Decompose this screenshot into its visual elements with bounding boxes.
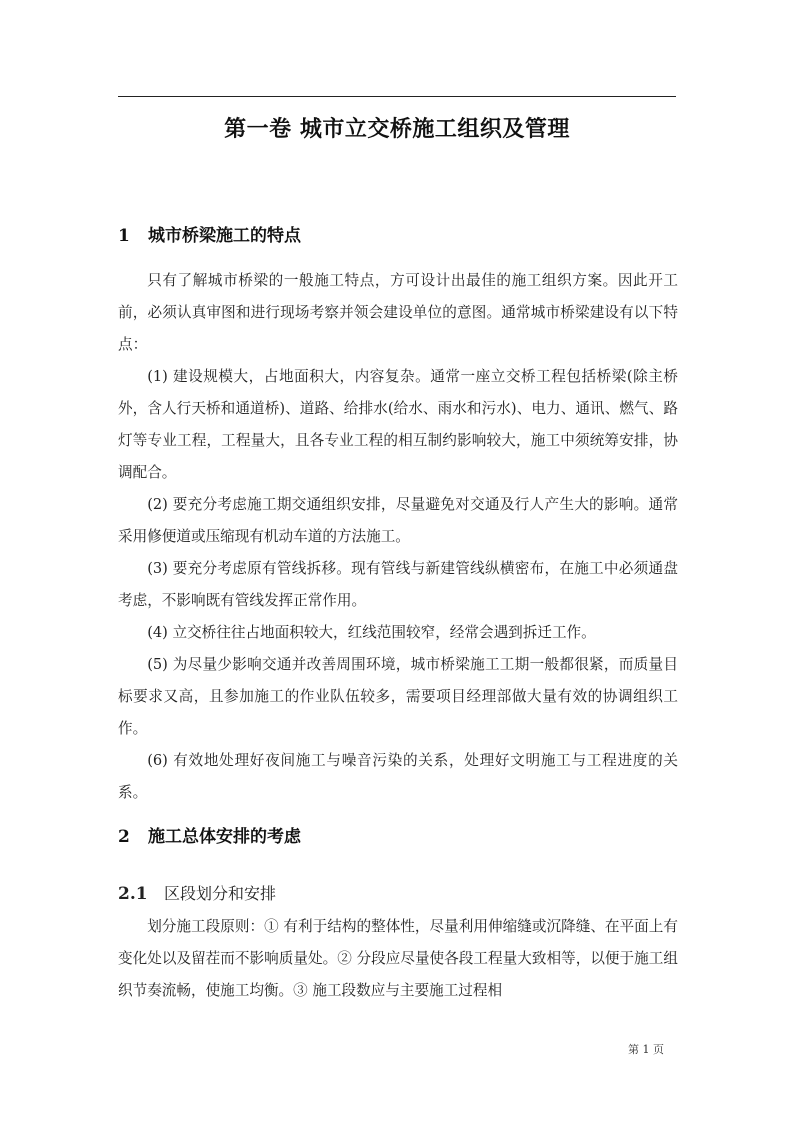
section-heading-2 bbox=[118, 822, 301, 847]
subsection-heading-2-1 bbox=[118, 881, 276, 904]
paragraph-division-principles: 划分施工段原则：① 有利于结构的整体性，尽量利用伸缩缝或沉降缝、在平面上有变化处以及留茬而不影响质量处。② 分段应尽量使各段工程量大致相等，以便于施工组织节奏流畅，使施工均衡。③ 施工段数应与主要施工过程相 bbox=[118, 918, 678, 999]
document-title: 第一卷 城市立交桥施工组织及管理 bbox=[224, 117, 570, 142]
paragraph-item-3: (3) 要充分考虑原有管线拆移。现有管线与新建管线纵横密布，在施工中必须通盘考虑，不影响既有管线发挥正常作用。 bbox=[118, 560, 678, 609]
section-1-body bbox=[118, 265, 678, 809]
section-title: 城市桥梁施工的特点 bbox=[148, 226, 301, 246]
paragraph-item-1: (1) 建设规模大，占地面积大，内容复杂。通常一座立交桥工程包括桥梁(除主桥外，含人行天桥和通道桥)、道路、给排水(给水、雨水和污水)、电力、通讯、燃气、路灯等专业工程，工程量大，且各专业工程的相互制约影响较大，施工中须统筹安排，协调配合。 bbox=[118, 368, 678, 481]
section-number: 1 bbox=[118, 226, 130, 246]
page-number: 第 1 页 bbox=[628, 1043, 664, 1056]
header-rule bbox=[118, 96, 676, 97]
subsection-title: 区段划分和安排 bbox=[164, 884, 277, 903]
paragraph-item-5: (5) 为尽量少影响交通并改善周围环境，城市桥梁施工工期一般都很紧，而质量目标要求又高，且参加施工的作业队伍较多，需要项目经理部做大量有效的协调组织工作。 bbox=[118, 656, 678, 737]
subsection-number: 2.1 bbox=[118, 884, 148, 904]
subsection-2-1-body bbox=[118, 911, 678, 1007]
section-number: 2 bbox=[118, 827, 130, 847]
paragraph-item-4: (4) 立交桥往往占地面积较大，红线范围较窄，经常会遇到拆迁工作。 bbox=[147, 624, 596, 641]
paragraph-item-2: (2) 要充分考虑施工期交通组织安排，尽量避免对交通及行人产生大的影响。通常采用修便道或压缩现有机动车道的方法施工。 bbox=[118, 496, 678, 545]
section-title: 施工总体安排的考虑 bbox=[148, 827, 301, 847]
section-heading-1 bbox=[118, 221, 301, 246]
paragraph-item-6: (6) 有效地处理好夜间施工与噪音污染的关系，处理好文明施工与工程进度的关系。 bbox=[118, 752, 678, 801]
paragraph-intro: 只有了解城市桥梁的一般施工特点，方可设计出最佳的施工组织方案。因此开工前，必须认真审图和进行现场考察并领会建设单位的意图。通常城市桥梁建设有以下特点： bbox=[118, 272, 678, 353]
